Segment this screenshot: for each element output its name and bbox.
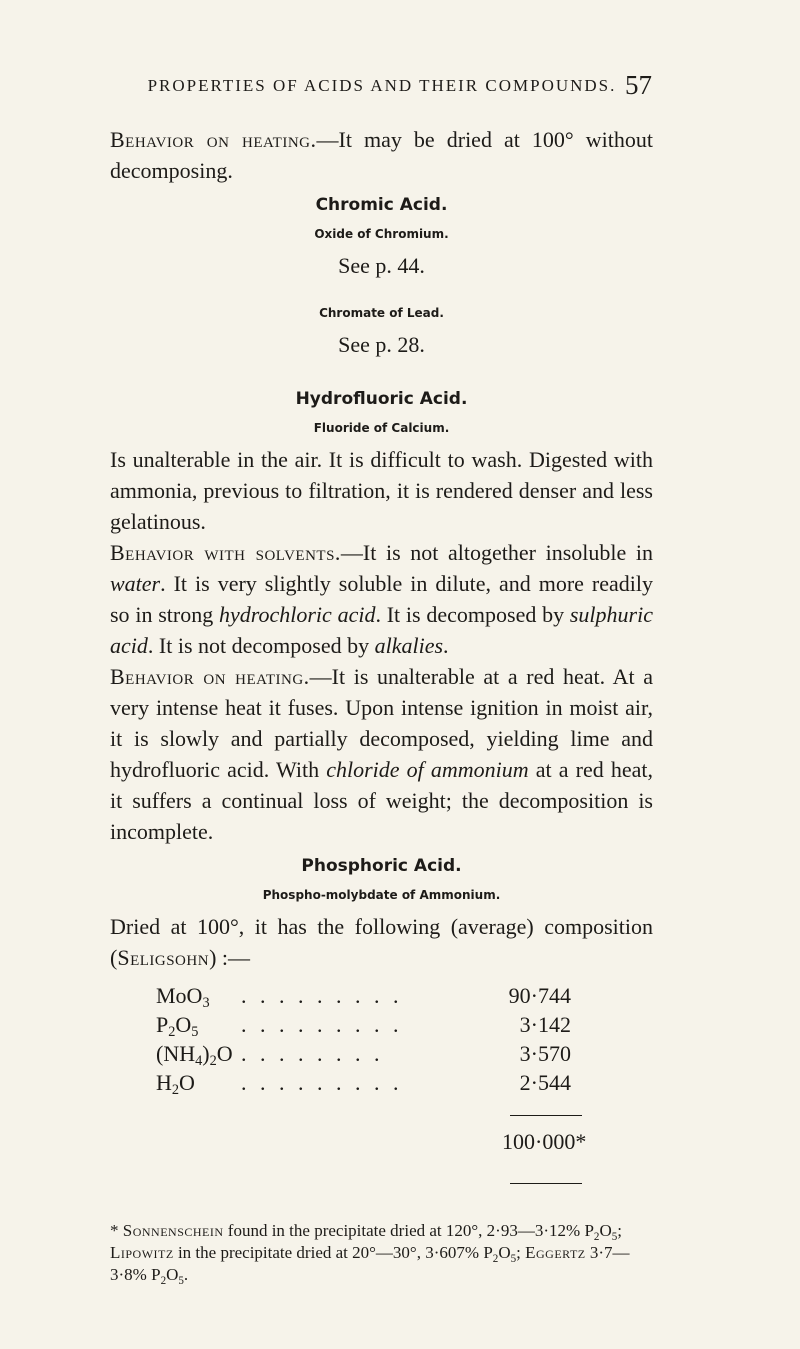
heating-text-2: at a red heat, it suffers a continual loss of weight; the decomposition is incomplete. bbox=[110, 757, 654, 844]
formula-h2o: $H_2O$ bbox=[156, 1070, 195, 1098]
phosphoric-heading: Phosphoric Acid. bbox=[301, 856, 462, 876]
composition-table bbox=[156, 981, 653, 1184]
formula-p2o5: $P_2O_5$ bbox=[156, 1012, 199, 1040]
heating-text-1: —It is unalterable at a red heat. At a very intense heat it fuses. Upon intense ignition in moist air, it is slowly and partially decomposed, yielding lime and hydrofluoric acid. With bbox=[110, 664, 653, 782]
table-row bbox=[156, 1068, 653, 1097]
solvents-text-2: . It is very slightly soluble in dilute, and more readily so in strong bbox=[110, 571, 653, 627]
solvents-hcl: hydrochloric acid bbox=[218, 602, 376, 627]
total-rule-top bbox=[510, 1115, 582, 1116]
table-row bbox=[156, 1010, 653, 1039]
solvents-text-4: . It is not decomposed by bbox=[147, 633, 375, 658]
value-nh4-2o: 3·570 bbox=[519, 1041, 571, 1066]
footnote-name-lipowitz: Lipowitz bbox=[110, 1243, 174, 1262]
solvents-water: water bbox=[110, 571, 161, 596]
composition-intro-text-2: ) :— bbox=[209, 945, 251, 970]
solvents-text-5: . bbox=[443, 633, 449, 658]
footnote-pct: % bbox=[132, 1265, 147, 1284]
hydrofluoric-heading: Hydrofluoric Acid. bbox=[295, 389, 468, 409]
fluoride-heading: Fluoride of Calcium. bbox=[313, 421, 450, 435]
chromic-heading: Chromic Acid. bbox=[315, 195, 448, 215]
footnote-text-3: 3·7—3·8 bbox=[110, 1243, 630, 1284]
leader-dots: . . . . . . . . . bbox=[241, 983, 403, 1008]
total-rule-bottom bbox=[510, 1183, 582, 1184]
formula-nh4-2o: $(NH_4)_2O$ bbox=[156, 1041, 233, 1069]
page-body bbox=[110, 124, 653, 1286]
footnote-text-1: found in the precipitate dried at 120°, 2·93—3·12 bbox=[223, 1221, 567, 1240]
lead-reference: See p. 28. bbox=[338, 332, 425, 357]
fluoride-paragraph: Is unalterable in the air. It is difficult to wash. Digested with ammonia, previous to filtration, it is rendered denser and less gelatinous. bbox=[110, 447, 653, 534]
heating-chloride: chloride of ammonium bbox=[326, 757, 529, 782]
leader-dots: . . . . . . . . . bbox=[241, 1012, 403, 1037]
running-header bbox=[112, 70, 652, 100]
value-moo3: 90·744 bbox=[508, 983, 571, 1008]
footnote-name-eggertz: Eggertz bbox=[525, 1243, 586, 1262]
oxide-heading: Oxide of Chromium. bbox=[314, 227, 449, 241]
header-title: PROPERTIES OF ACIDS AND THEIR COMPOUNDS. bbox=[147, 76, 617, 95]
composition-intro-name: Seligsohn bbox=[117, 945, 210, 970]
intro-label: Behavior on heating. bbox=[110, 127, 317, 152]
lead-heading: Chromate of Lead. bbox=[319, 306, 444, 320]
heating-paragraph bbox=[110, 661, 653, 847]
solvents-label: Behavior with solvents. bbox=[110, 540, 341, 565]
composition-intro bbox=[110, 911, 653, 973]
leader-dots: . . . . . . . . . bbox=[241, 1070, 403, 1095]
solvents-text-3: . It is decomposed by bbox=[375, 602, 570, 627]
footnote-pct: % bbox=[464, 1243, 480, 1262]
composition-intro-text-1: Dried at 100°, it has the following (average) composition ( bbox=[110, 914, 653, 970]
value-h2o: 2·544 bbox=[519, 1070, 571, 1095]
footnote: * Sonnenschein found in the precipitate dried at 120°, 2·93—3·12% $P_2O_5$; Lipowitz in the precipitate dried at 20°—30°, 3·607% $P_2O_5$; Eggertz 3·7—3·8% $P_2O_5$. bbox=[110, 1221, 630, 1287]
value-p2o5: 3·142 bbox=[519, 1012, 571, 1037]
composition-total: 100·000* bbox=[502, 1129, 587, 1154]
intro-paragraph bbox=[110, 124, 653, 186]
formula-moo3: MoO$_3$ bbox=[156, 983, 210, 1011]
solvents-alkalies: alkalies bbox=[374, 633, 444, 658]
footnote-text-2: in the precipitate dried at 20°—30°, 3·607 bbox=[173, 1243, 465, 1262]
page-number: 57 bbox=[625, 70, 652, 100]
footnote-pct: % bbox=[566, 1221, 581, 1240]
solvents-text-1: —It is not altogether insoluble in bbox=[340, 540, 653, 565]
intro-text: —It may be dried at 100° without decomposing. bbox=[110, 127, 653, 183]
solvents-sulphuric: sulphuric acid bbox=[110, 602, 653, 658]
heating-label: Behavior on heating. bbox=[110, 664, 310, 689]
table-row bbox=[156, 1039, 653, 1068]
oxide-reference: See p. 44. bbox=[338, 253, 425, 278]
phosphomolybdate-heading: Phospho-molybdate of Ammonium. bbox=[262, 888, 501, 902]
leader-dots: . . . . . . . . bbox=[241, 1041, 384, 1066]
footnote-name-sonnenschein: Sonnenschein bbox=[122, 1221, 224, 1240]
table-row bbox=[156, 981, 653, 1010]
solvents-paragraph bbox=[110, 537, 653, 661]
